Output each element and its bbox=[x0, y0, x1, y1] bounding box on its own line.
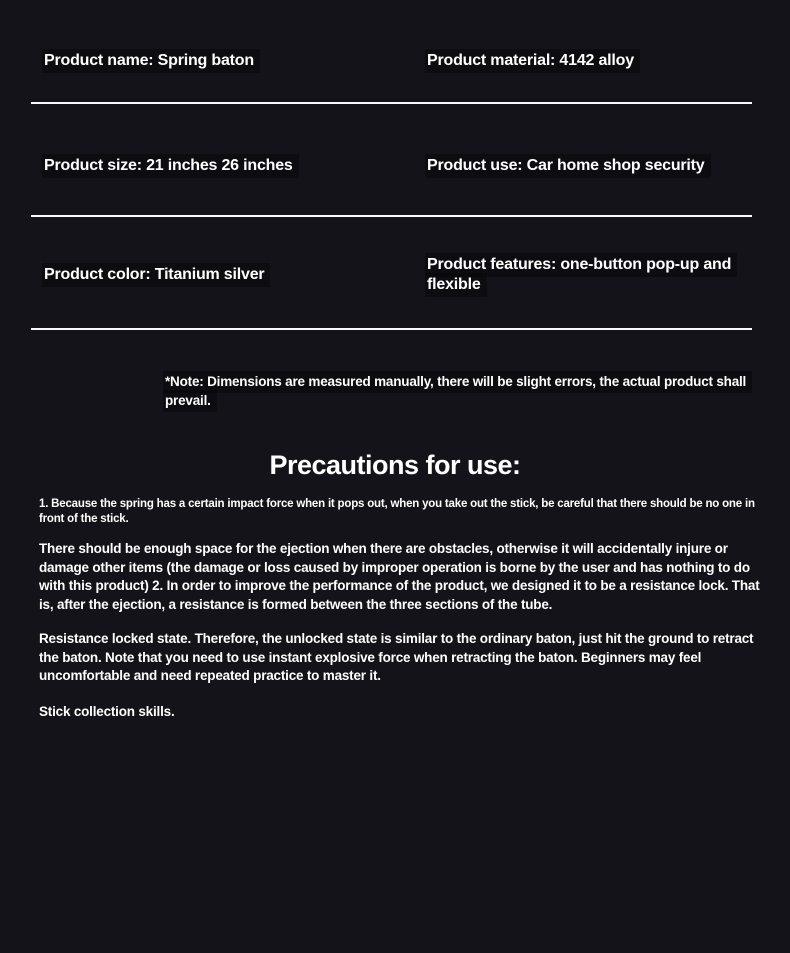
spec-product-name bbox=[42, 51, 425, 71]
precautions-paragraph-3: Resistance locked state. Therefore, the unlocked state is similar to the ordinary baton, just hit the ground to retract the baton. Note that you need to use instant explosive force when retracting the baton. Beginners may feel uncomfortable and need repeated practice to master it. bbox=[39, 631, 754, 683]
spec-product-material-label: Product material: 4142 alloy bbox=[425, 49, 640, 73]
spec-product-use-label: Product use: Car home shop security bbox=[425, 154, 711, 178]
precautions-paragraph-4: Stick collection skills. bbox=[39, 703, 175, 719]
spec-product-color-label: Product color: Titanium silver bbox=[42, 263, 270, 287]
spec-row-name-material bbox=[0, 0, 790, 104]
precautions-heading: Precautions for use: bbox=[269, 450, 521, 480]
precautions-paragraph-2: There should be enough space for the ejection when there are obstacles, otherwise it will accidentally injure or damage other items (the damage or loss caused by improper operation is borne by the user and has nothing to do with this product) 2. In order to improve the performance of the product, we designed it to be a resistance lock. That is, after the ejection, a resistance is formed between the three sections of the tube. bbox=[39, 541, 760, 612]
product-spec-table bbox=[0, 0, 790, 330]
spec-product-color bbox=[42, 265, 425, 285]
spec-product-material bbox=[425, 51, 760, 71]
spec-product-use bbox=[425, 156, 760, 176]
measurement-note bbox=[163, 373, 762, 410]
spec-product-size bbox=[42, 156, 425, 176]
precautions-section bbox=[0, 450, 790, 721]
spec-product-size-label: Product size: 21 inches 26 inches bbox=[42, 154, 299, 178]
measurement-note-text: *Note: Dimensions are measured manually, there will be slight errors, the actual product shall prevail. bbox=[163, 371, 752, 412]
spec-row-color-features bbox=[0, 217, 790, 330]
spec-row-size-use bbox=[0, 104, 790, 217]
spec-product-features-label: Product features: one-button pop-up and flexible bbox=[425, 253, 737, 297]
spec-product-name-label: Product name: Spring baton bbox=[42, 49, 260, 73]
spec-product-features bbox=[425, 255, 760, 295]
precautions-paragraph-1: 1. Because the spring has a certain impact force when it pops out, when you take out the stick, be careful that there should be no one in front of the stick. bbox=[39, 498, 755, 525]
